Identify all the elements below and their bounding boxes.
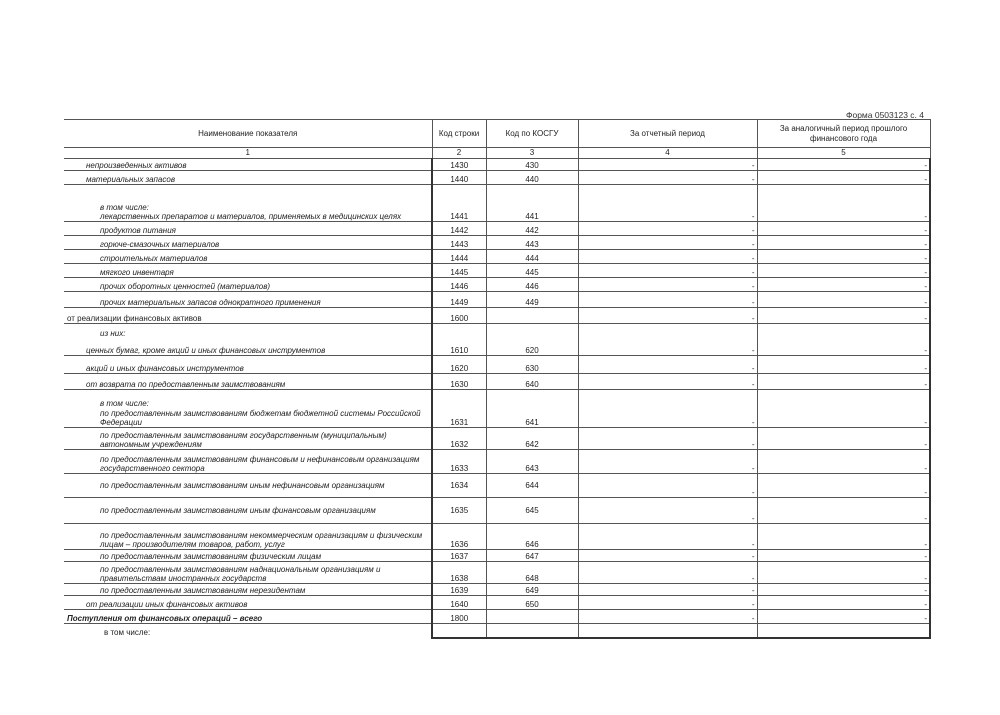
row-name: по предоставленным заимствованиям наднациональным организациям и правительствам иностранных государств: [64, 562, 432, 584]
row-name: по предоставленным заимствованиям некоммерческим организациям и физическим лицам – производителям товаров, работ, услуг: [64, 524, 432, 550]
table-row: [64, 324, 930, 356]
current-value: -: [578, 159, 757, 171]
current-value: [578, 624, 757, 638]
row-kosgu: 642: [486, 428, 578, 450]
row-code: 1600: [432, 308, 486, 324]
previous-value: -: [757, 610, 930, 624]
row-label: по предоставленным заимствованиям бюджетам бюджетной системы Российской Федерации: [100, 408, 421, 427]
previous-value: -: [757, 278, 930, 292]
table-row: [64, 450, 930, 474]
row-name: мягкого инвентаря: [64, 264, 432, 278]
row-kosgu: 647: [486, 550, 578, 562]
row-label: ценных бумаг, кроме акций и иных финансовых инструментов: [86, 345, 326, 355]
row-kosgu: 620: [486, 324, 578, 356]
row-name: строительных материалов: [64, 250, 432, 264]
row-name: акций и иных финансовых инструментов: [64, 356, 432, 374]
row-code: 1640: [432, 596, 486, 610]
table-row: [64, 390, 930, 428]
header-current-period: За отчетный период: [578, 120, 757, 148]
row-name: прочих оборотных ценностей (материалов): [64, 278, 432, 292]
previous-value: -: [757, 236, 930, 250]
table-row: [64, 264, 930, 278]
row-kosgu: 445: [486, 264, 578, 278]
current-value: -: [578, 524, 757, 550]
row-code: 1800: [432, 610, 486, 624]
row-kosgu: 440: [486, 171, 578, 185]
row-code: 1637: [432, 550, 486, 562]
column-numbers-row: [64, 148, 930, 159]
row-kosgu: 641: [486, 390, 578, 428]
row-label: лекарственных препаратов и материалов, применяемых в медицинских целях: [100, 211, 402, 221]
previous-value: -: [757, 222, 930, 236]
previous-value: -: [757, 308, 930, 324]
row-name: по предоставленным заимствованиям физическим лицам: [64, 550, 432, 562]
row-name: от реализации финансовых активов: [64, 308, 432, 324]
row-code: 1445: [432, 264, 486, 278]
current-value: -: [578, 390, 757, 428]
column-number: 4: [578, 148, 757, 159]
row-kosgu: 444: [486, 250, 578, 264]
row-prefix: в том числе:: [100, 399, 149, 409]
table-row: [64, 159, 930, 171]
row-prefix: в том числе:: [100, 202, 149, 212]
table-row: [64, 498, 930, 524]
current-value: -: [578, 498, 757, 524]
row-kosgu: 648: [486, 562, 578, 584]
row-name: по предоставленным заимствованиям иным нефинансовым организациям: [64, 474, 432, 498]
previous-value: -: [757, 550, 930, 562]
table-row: [64, 222, 930, 236]
table-row: [64, 185, 930, 222]
previous-value: -: [757, 474, 930, 498]
table-row: [64, 308, 930, 324]
row-name: от возврата по предоставленным заимствованиям: [64, 374, 432, 390]
row-name: в том числе:: [64, 624, 432, 638]
row-code: 1639: [432, 584, 486, 596]
table-row: [64, 562, 930, 584]
table-row: [64, 550, 930, 562]
current-value: -: [578, 185, 757, 222]
row-code: 1442: [432, 222, 486, 236]
row-kosgu: [486, 624, 578, 638]
previous-value: -: [757, 171, 930, 185]
row-name: по предоставленным заимствованиям государственным (муниципальным) автономным учреждениям: [64, 428, 432, 450]
row-code: 1638: [432, 562, 486, 584]
row-kosgu: 442: [486, 222, 578, 236]
row-code: 1635: [432, 498, 486, 524]
current-value: -: [578, 428, 757, 450]
row-name: по предоставленным заимствованиям иным финансовым организациям: [64, 498, 432, 524]
table-row: [64, 236, 930, 250]
row-code: 1440: [432, 171, 486, 185]
row-kosgu: 640: [486, 374, 578, 390]
row-name: по предоставленным заимствованиям финансовым и нефинансовым организациям государственного сектора: [64, 450, 432, 474]
current-value: -: [578, 222, 757, 236]
header-row: [64, 120, 930, 148]
previous-value: -: [757, 324, 930, 356]
row-kosgu: 443: [486, 236, 578, 250]
row-kosgu: 646: [486, 524, 578, 550]
row-code: 1631: [432, 390, 486, 428]
row-name: непроизведенных активов: [64, 159, 432, 171]
previous-value: -: [757, 524, 930, 550]
row-code: 1444: [432, 250, 486, 264]
row-kosgu: 645: [486, 498, 578, 524]
row-kosgu: 441: [486, 185, 578, 222]
table-row: [64, 584, 930, 596]
row-kosgu: 643: [486, 450, 578, 474]
row-code: 1634: [432, 474, 486, 498]
row-kosgu: 446: [486, 278, 578, 292]
current-value: -: [578, 356, 757, 374]
previous-value: -: [757, 356, 930, 374]
previous-value: -: [757, 250, 930, 264]
current-value: -: [578, 308, 757, 324]
header-kosgu: Код по КОСГУ: [486, 120, 578, 148]
current-value: -: [578, 610, 757, 624]
table-row: [64, 610, 930, 624]
row-code: 1443: [432, 236, 486, 250]
current-value: -: [578, 550, 757, 562]
row-code: 1620: [432, 356, 486, 374]
row-kosgu: 644: [486, 474, 578, 498]
header-name: Наименование показателя: [64, 120, 432, 148]
previous-value: -: [757, 450, 930, 474]
column-number: 1: [64, 148, 432, 159]
row-code: 1441: [432, 185, 486, 222]
current-value: -: [578, 250, 757, 264]
row-name: от реализации иных финансовых активов: [64, 596, 432, 610]
current-value: -: [578, 584, 757, 596]
row-name: Поступления от финансовых операций – всего: [64, 610, 432, 624]
row-kosgu: 430: [486, 159, 578, 171]
table-row: [64, 356, 930, 374]
previous-value: -: [757, 498, 930, 524]
column-number: 3: [486, 148, 578, 159]
previous-value: -: [757, 264, 930, 278]
table-row: [64, 250, 930, 264]
row-code: 1630: [432, 374, 486, 390]
row-code: 1610: [432, 324, 486, 356]
row-code: 1636: [432, 524, 486, 550]
row-kosgu: 449: [486, 292, 578, 308]
current-value: -: [578, 324, 757, 356]
row-code: 1446: [432, 278, 486, 292]
form-code: Форма 0503123 с. 4: [846, 110, 925, 120]
previous-value: -: [757, 292, 930, 308]
previous-value: -: [757, 390, 930, 428]
previous-value: -: [757, 428, 930, 450]
previous-value: [757, 624, 930, 638]
report-table: [64, 119, 931, 639]
previous-value: -: [757, 584, 930, 596]
current-value: -: [578, 292, 757, 308]
current-value: -: [578, 264, 757, 278]
current-value: -: [578, 278, 757, 292]
table-row: [64, 596, 930, 610]
current-value: -: [578, 562, 757, 584]
current-value: -: [578, 474, 757, 498]
table-row: [64, 292, 930, 308]
header-code: Код строки: [432, 120, 486, 148]
row-name: материальных запасов: [64, 171, 432, 185]
current-value: -: [578, 374, 757, 390]
row-kosgu: [486, 308, 578, 324]
row-name: продуктов питания: [64, 222, 432, 236]
column-number: 2: [432, 148, 486, 159]
current-value: -: [578, 171, 757, 185]
previous-value: -: [757, 596, 930, 610]
row-code: 1449: [432, 292, 486, 308]
row-name: [64, 324, 432, 356]
column-number: 5: [757, 148, 930, 159]
row-code: 1633: [432, 450, 486, 474]
row-code: 1632: [432, 428, 486, 450]
table-row: [64, 171, 930, 185]
row-kosgu: 630: [486, 356, 578, 374]
table-row: [64, 278, 930, 292]
previous-value: -: [757, 185, 930, 222]
table-row: [64, 524, 930, 550]
row-kosgu: [486, 610, 578, 624]
current-value: -: [578, 450, 757, 474]
row-code: 1430: [432, 159, 486, 171]
current-value: -: [578, 596, 757, 610]
current-value: -: [578, 236, 757, 250]
row-name: [64, 390, 432, 428]
row-name: по предоставленным заимствованиям нерезидентам: [64, 584, 432, 596]
row-name: горюче-смазочных материалов: [64, 236, 432, 250]
row-kosgu: 650: [486, 596, 578, 610]
table-row: [64, 474, 930, 498]
table-row: [64, 374, 930, 390]
row-kosgu: 649: [486, 584, 578, 596]
row-code: [432, 624, 486, 638]
row-name: прочих материальных запасов однократного применения: [64, 292, 432, 308]
table-row: [64, 624, 930, 638]
row-name: [64, 185, 432, 222]
previous-value: -: [757, 374, 930, 390]
table-row: [64, 428, 930, 450]
previous-value: -: [757, 562, 930, 584]
previous-value: -: [757, 159, 930, 171]
header-previous-period: За аналогичный период прошлого финансового года: [757, 120, 930, 148]
row-prefix: из них:: [100, 328, 126, 338]
